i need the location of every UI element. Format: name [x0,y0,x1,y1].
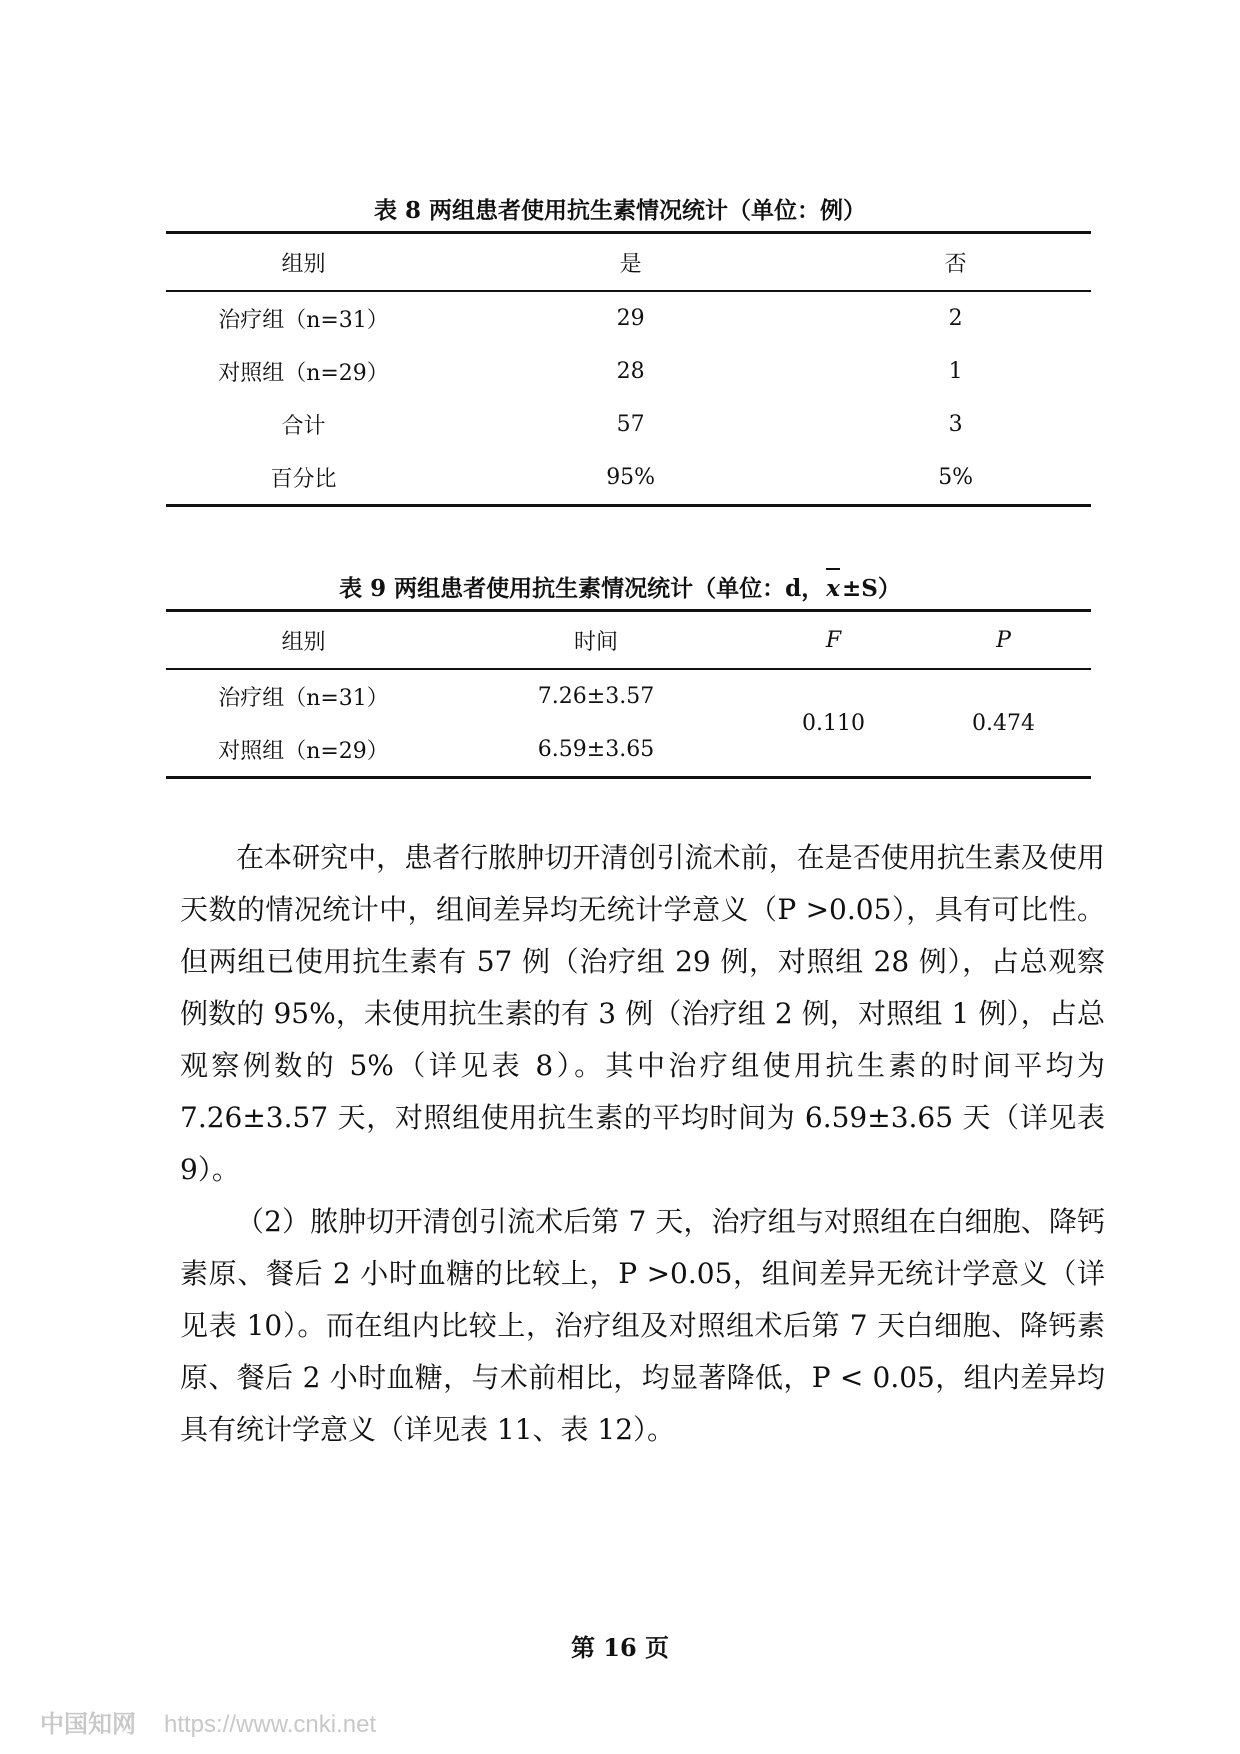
table9-caption-prefix: 表 9 两组患者使用抗生素情况统计（单位：d， [339,575,825,602]
table-row [166,398,1091,451]
table-cell: 合计 [281,414,326,439]
table-cell: 治疗组（n=31） [218,686,389,711]
table-cell: 对照组（n=29） [218,361,389,386]
table-cell: 57 [616,412,645,437]
table-cell: 28 [616,359,645,384]
table9-header-group: 组别 [281,629,326,655]
cnki-logo: 中国知网 [40,1711,136,1738]
table9 [166,609,1091,779]
table9-caption [0,574,1240,604]
table-cell: 治疗组（n=31） [218,308,389,333]
table-cell: 5% [938,465,974,490]
table8-header-group: 组别 [281,251,326,277]
table9-header-row [166,611,1091,670]
paragraph: （2）脓肿切开清创引流术后第 7 天，治疗组与对照组在白细胞、降钙素原、餐后 2 小时血糖的比较上，P >0.05，组间差异无统计学意义（详见表 10）。而在组内比较上，治疗组及对照组术后第 7 天白细胞、降钙素原、餐后 2 小时血糖，与术前相比，均显著降低，P < 0.05，组内差异均具有统计学意义（详见表 11、表 12）。 [180,1205,1105,1446]
table9-caption-suffix: ±S） [841,575,901,602]
table9-header-p: P [996,627,1011,653]
table8-header-row [166,233,1091,292]
cnki-url: https://www.cnki.net [164,1711,377,1738]
cnki-watermark [40,1704,376,1739]
table-cell: 29 [616,306,645,331]
table9-p-value: 0.474 [972,710,1035,736]
table-cell: 6.59±3.65 [537,737,655,762]
body-text [180,832,1105,1456]
table-cell: 百分比 [270,467,337,492]
table8 [166,231,1091,507]
table-cell: 3 [948,412,963,437]
table-row [166,345,1091,398]
table9-caption-xbar: x [826,575,840,602]
table-cell: 1 [948,359,963,384]
table9-header-f: F [825,627,842,653]
paragraph: 在本研究中，患者行脓肿切开清创引流术前，在是否使用抗生素及使用天数的情况统计中，组间差异均无统计学意义（P >0.05），具有可比性。但两组已使用抗生素有 57 例（治疗组 29 例，对照组 28 例），占总观察例数的 95%，未使用抗生素的有 3 例（治疗组 2 例，对照组 1 例），占总观察例数的 5%（详见表 8）。其中治疗组使用抗生素的时间平均为 7.26±3.57 天，对照组使用抗生素的平均时间为 6.59±3.65 天（详见表 9）。 [180,841,1105,1186]
table-cell: 7.26±3.57 [537,684,655,709]
table-cell: 95% [606,465,656,490]
table-cell: 对照组（n=29） [218,739,389,764]
page-number: 第 16 页 [570,1633,670,1662]
table9-header-time: 时间 [573,629,618,655]
table-row [166,291,1091,345]
table-row [166,669,1091,723]
table8-caption: 表 8 两组患者使用抗生素情况统计（单位：例） [373,197,867,224]
table-row [166,451,1091,506]
table8-header-no: 否 [944,251,967,277]
table9-f-value: 0.110 [802,710,865,736]
table8-header-yes: 是 [619,251,642,277]
table-cell: 2 [948,306,963,331]
